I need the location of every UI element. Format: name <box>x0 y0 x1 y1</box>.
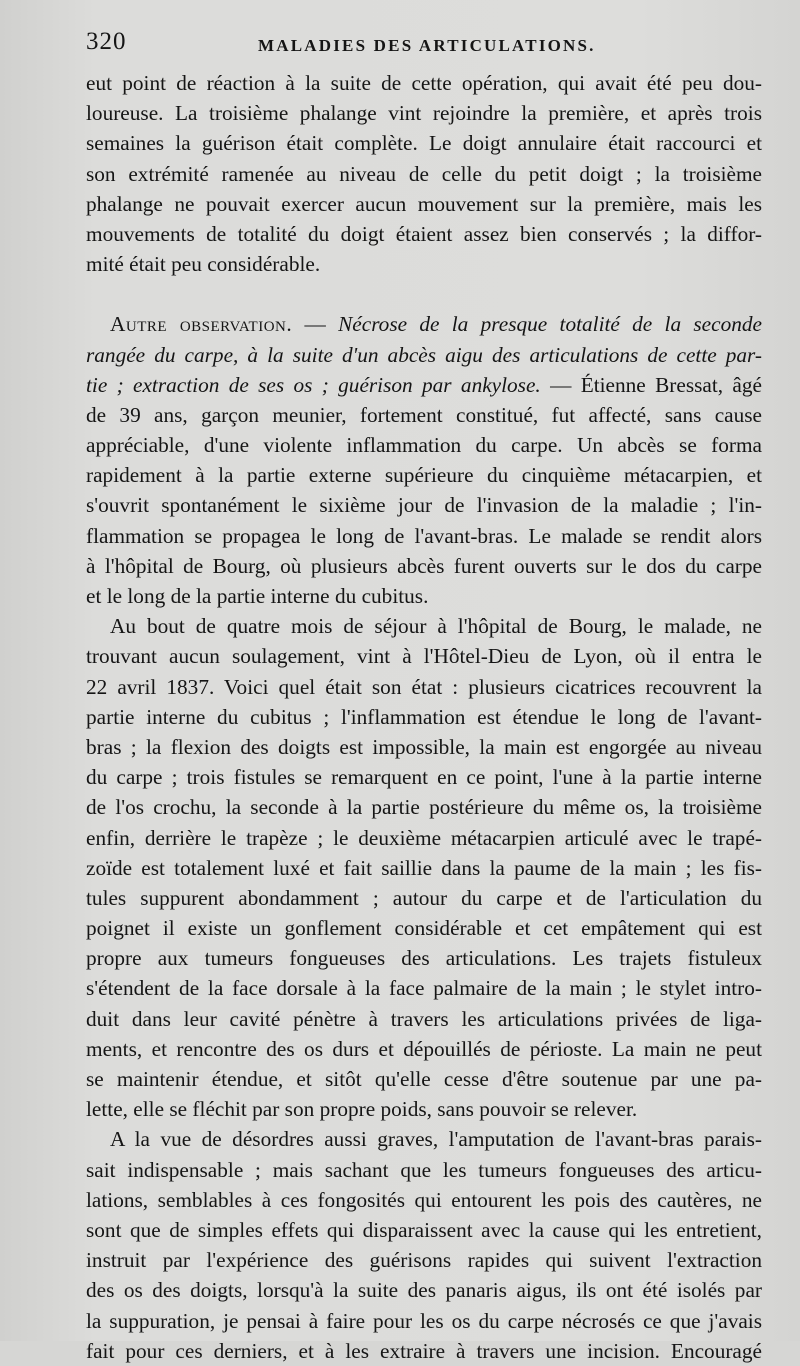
text-line: appréciable, d'une violente inflammation du carpe. Un abcès se forma <box>86 433 762 458</box>
text-line: instruit par l'expérience des guérisons rapides qui suivent l'extraction <box>86 1248 762 1273</box>
observation-title-part: tie ; extraction de ses os ; guérison par ankylose. <box>86 372 541 397</box>
text-line: de l'os crochu, la seconde à la partie postérieure du même os, la troisième <box>86 795 762 820</box>
text-line: à l'hôpital de Bourg, où plusieurs abcès furent ouverts sur le dos du carpe <box>86 553 762 578</box>
text-line: enfin, derrière le trapèze ; le deuxième métacarpien articulé avec le trapé- <box>86 825 762 850</box>
paragraph <box>86 611 762 1124</box>
page-number: 320 <box>86 28 127 55</box>
section-gap <box>86 279 762 309</box>
text-line: mouvements de totalité du doigt étaient assez bien conservés ; la diffor- <box>86 221 762 246</box>
observation-heading-line: Autre observation. — Nécrose de la presque totalité de la seconde <box>110 312 762 337</box>
text-line: ments, et rencontre des os durs et dépouillés de périoste. La main ne peut <box>86 1036 762 1061</box>
text-line: mité était peu considérable. <box>86 252 321 277</box>
text-line: rapidement à la partie externe supérieure du cinquième métacarpien, et <box>86 463 762 488</box>
observation-label: Autre observation. <box>110 312 293 337</box>
observation-text: Étienne Bressat, âgé <box>580 372 762 397</box>
text-line: lette, elle se fléchit par son propre poids, sans pouvoir se relever. <box>86 1097 638 1122</box>
text-line: s'ouvrit spontanément le sixième jour de l'invasion de la maladie ; l'in- <box>86 493 762 518</box>
text-line: poignet il existe un gonflement considérable et cet empâtement qui est <box>86 916 762 941</box>
text-line: bras ; la flexion des doigts est impossible, la main est engorgée au niveau <box>86 734 762 759</box>
text-line: sont que de simples effets qui disparaissent avec la cause qui les entretient, <box>86 1217 762 1242</box>
text-line: se maintenir étendue, et sitôt qu'elle cesse d'être soutenue par une pa- <box>86 1067 762 1091</box>
text-line: phalange ne pouvait exercer aucun mouvement sur la première, mais les <box>86 191 762 216</box>
text-line: propre aux tumeurs fongueuses des articulations. Les trajets fistuleux <box>86 946 762 971</box>
text-line: trouvant aucun soulagement, vint à l'Hôtel-Dieu de Lyon, où il entra le <box>86 644 762 669</box>
text-line: des os des doigts, lorsqu'à la suite des panaris aigus, ils ont été isolés par <box>86 1278 762 1303</box>
text-line: partie interne du cubitus ; l'inflammation est étendue le long de l'avant- <box>86 704 762 729</box>
text-line: son extrémité ramenée au niveau de celle du petit doigt ; la troisième <box>86 161 762 186</box>
text-line: tules suppurent abondamment ; autour du carpe et de l'articulation du <box>86 885 762 910</box>
observation-paragraph <box>86 309 762 611</box>
text-line: eut point de réaction à la suite de cette opération, qui avait été peu dou- <box>86 71 762 95</box>
observation-title-line: rangée du carpe, à la suite d'un abcès aigu des articulations de cette par- <box>86 342 762 367</box>
text-line: Au bout de quatre mois de séjour à l'hôpital de Bourg, le malade, ne <box>110 614 762 639</box>
text-line: loureuse. La troisième phalange vint rejoindre la première, et après trois <box>86 101 762 126</box>
observation-title-line: tie ; extraction de ses os ; guérison par ankylose. — Étienne Bressat, âgé <box>86 372 762 397</box>
text-line: fait pour ces derniers, et à les extraire à travers une incision. Encouragé <box>86 1338 762 1363</box>
text-line: A la vue de désordres aussi graves, l'amputation de l'avant-bras parais- <box>110 1127 762 1152</box>
text-line: s'étendent de la face dorsale à la face palmaire de la main ; le stylet intro- <box>86 976 762 1001</box>
paragraph <box>86 1124 762 1366</box>
text-line: et le long de la partie interne du cubitus. <box>86 584 429 608</box>
text-line: zoïde est totalement luxé et fait saillie dans la paume de la main ; les fis- <box>86 855 762 880</box>
text-line: de 39 ans, garçon meunier, fortement constitué, fut affecté, sans cause <box>86 402 762 427</box>
text-line: flammation se propagea le long de l'avant-bras. Le malade se rendit alors <box>86 523 762 548</box>
text-line: duit dans leur cavité pénètre à travers les articulations privées de liga- <box>86 1006 762 1031</box>
text-line: 22 avril 1837. Voici quel était son état : plusieurs cicatrices recouvrent la <box>86 674 762 699</box>
text-line: lations, semblables à ces fongosités qui entourent les pois des cautères, ne <box>86 1187 762 1212</box>
text-line: du carpe ; trois fistules se remarquent en ce point, l'une à la partie interne <box>86 765 762 790</box>
text-line: sait indispensable ; mais sachant que les tumeurs fongueuses des articu- <box>86 1157 762 1182</box>
paragraph-continuation <box>86 68 762 279</box>
text-line: la suppuration, je pensai à faire pour les os du carpe nécrosés ce que j'avais <box>86 1308 762 1333</box>
observation-title-part: Nécrose de la presque totalité de la seconde <box>338 312 762 337</box>
page-header <box>86 28 766 64</box>
text-line: semaines la guérison était complète. Le doigt annulaire était raccourci et <box>86 131 762 156</box>
body-text <box>86 68 762 1366</box>
running-head: MALADIES DES ARTICULATIONS. <box>258 36 596 55</box>
